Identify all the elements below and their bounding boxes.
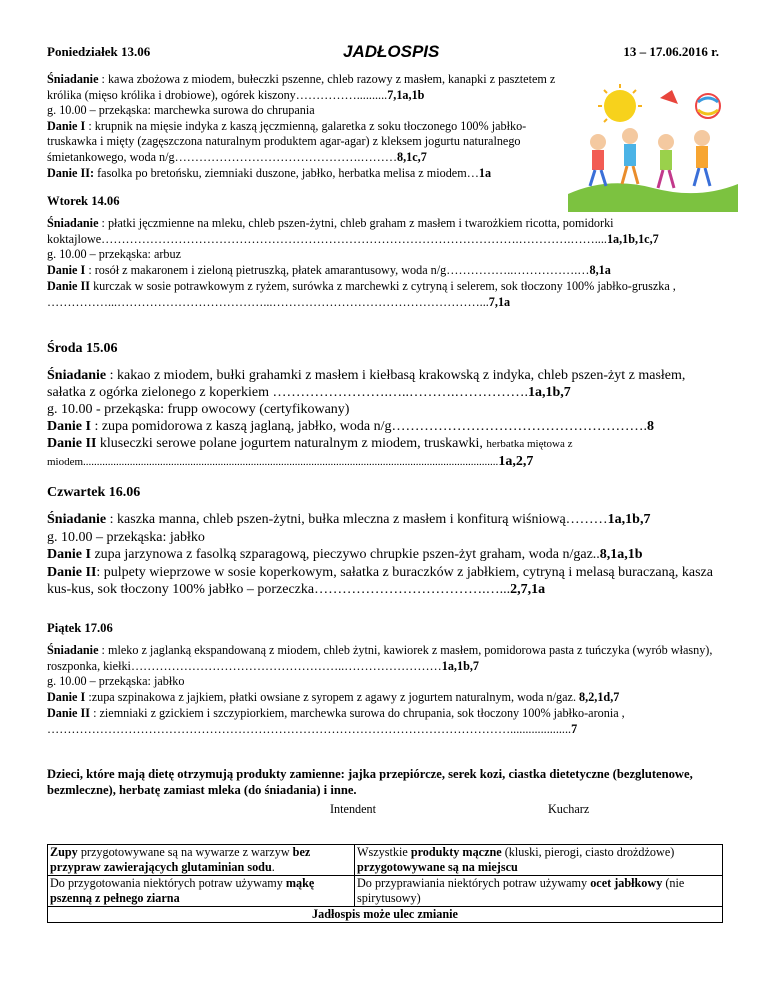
allergens: 2,7,1a — [510, 582, 546, 598]
label: Danie II: — [47, 165, 95, 180]
signature-intendent: Intendent — [330, 802, 377, 816]
text-small: herbatka miętowa z miodem....................................................................................................................................................... — [47, 438, 573, 468]
tuesday-dish-1 — [47, 263, 723, 279]
wednesday-dish-1 — [47, 418, 723, 435]
day-heading: Czwartek 16.06 — [47, 485, 141, 500]
text: (nie spirytusowy) — [357, 876, 685, 905]
wednesday-dish-2 — [47, 435, 723, 471]
text: Do przygotowania niektórych potraw używamy — [50, 876, 286, 890]
allergens: 8 — [646, 419, 654, 434]
monday-dish-1 — [47, 119, 567, 166]
text: : ziemniaki z gzickiem i szczypiorkiem, marchewka surowa do chrupania, sok tłoczony 100% jabłko-aronia , …………………………………………………………………………………………………….................... — [47, 705, 625, 736]
text: :zupa szpinakowa z jajkiem, płatki owsiane z syropem z agawy z jogurtem naturalnym, woda n/gaz. — [85, 690, 580, 705]
wednesday-snack: g. 10.00 - przekąska: frupp owocowy (certyfikowany) — [47, 402, 350, 417]
friday-snack: g. 10.00 – przekąska: jabłko — [47, 674, 185, 689]
thursday-breakfast — [47, 511, 723, 528]
label: Śniadanie — [47, 215, 99, 230]
header-day: Poniedziałek 13.06 — [47, 44, 151, 59]
bold: mąkę pszenną z pełnego ziarna — [50, 876, 315, 905]
allergens: 7 — [571, 721, 578, 736]
wednesday-breakfast — [47, 367, 723, 401]
diet-note: Dzieci, które mają dietę otrzymują produkty zamienne: jajka przepiórcze, serek kozi, ciastka dietetyczne (bezglutenowe, bezmleczne), herbatę zamiast mleka (do śniadania) i inne. — [47, 767, 693, 797]
friday-breakfast — [47, 643, 723, 675]
text: . — [271, 860, 275, 874]
allergens: 8,1c,7 — [397, 149, 427, 164]
text: Wszystkie — [357, 845, 411, 859]
allergens: 8,1a,1b — [599, 547, 643, 563]
text: : mleko z jaglanką ekspandowaną z miodem, chleb żytni, kawiorek z masłem, pomidorowa pasta z tuńczyka (wyrób własny), roszponka, kiełki……………………………………………..…………………… — [47, 642, 713, 673]
text: przygotowywane są na wywarze z warzyw — [77, 845, 293, 859]
info-cell-soups — [48, 845, 355, 876]
tuesday-snack: g. 10.00 – przekąska: arbuz — [47, 247, 182, 262]
thursday-snack: g. 10.00 – przekąska: jabłko — [47, 529, 205, 545]
monday-breakfast — [47, 72, 567, 103]
allergens: 1a,1b,1c,7 — [606, 231, 659, 246]
text: : zupa pomidorowa z kaszą jaglaną, jabłko, woda n/g………………………………………………. — [90, 419, 647, 434]
text: : pulpety wieprzowe w sosie koperkowym, sałatka z buraczków z jabłkiem, cytryną i melasą buraczaną, kasza kus-kus, sok tłoczony 100% jabłko – porzeczka……………………………….…... — [47, 564, 713, 598]
friday-dish-1 — [47, 690, 723, 706]
day-heading: Środa 15.06 — [47, 341, 118, 356]
text: : rosół z makaronem i zieloną pietruszką, płatek amarantusowy, woda n/g……………..…………….… — [85, 263, 590, 278]
thursday-dish-1 — [47, 546, 723, 563]
label: Danie I — [47, 690, 86, 705]
bold: Zupy — [50, 845, 78, 859]
monday-menu — [47, 72, 567, 181]
label: Danie II — [47, 705, 91, 720]
text: : kakao z miodem, bułki grahamki z masłem i kiełbasą krakowską z indyka, chleb pszen-żyt z masłem, sałatka z ogórka zielonego z koperkiem …………………….…..……….……………. — [47, 368, 686, 400]
text: fasolka po bretońsku, ziemniaki duszone, jabłko, herbatka melisa z miodem… — [94, 165, 479, 180]
info-cell-flour-products — [355, 845, 723, 876]
allergens: 1a — [478, 165, 492, 180]
tuesday-menu — [47, 194, 723, 311]
tuesday-breakfast — [47, 216, 723, 248]
label: Śniadanie — [47, 72, 99, 86]
text: : kawa zbożowa z miodem, bułeczki pszenne, chleb razowy z masłem, kanapki z pasztetem z królika (mięso królika i drobiowe), ogórek kiszony…………….......... — [47, 72, 556, 102]
friday-dish-2 — [47, 706, 723, 738]
text: kluseczki serowe polane jogurtem naturalnym z miodem, truskawki, — [96, 436, 487, 451]
day-heading: Piątek 17.06 — [47, 621, 113, 635]
allergens: 7,1a — [488, 294, 511, 309]
children-playing-illustration — [568, 84, 738, 212]
thursday-menu — [47, 484, 723, 598]
text: : płatki jęczmienne na mleku, chleb pszen-żytni, chleb graham z masłem i twarożkiem ricotta, pomidorki koktajlowe………………………………………………………………………………………….………….…….... — [47, 215, 614, 246]
header-date-range: 13 – 17.06.2016 r. — [623, 44, 719, 59]
day-heading: Wtorek 14.06 — [47, 194, 120, 208]
text: (kluski, pierogi, ciasto drożdżowe) — [501, 845, 675, 859]
tuesday-dish-2 — [47, 279, 723, 311]
allergens: 8,1a — [589, 263, 611, 278]
friday-menu — [47, 621, 723, 738]
label: Danie I — [47, 419, 91, 434]
label: Danie II — [47, 278, 91, 293]
allergens: 8,2,1d,7 — [579, 690, 620, 705]
wednesday-menu — [47, 340, 723, 471]
allergens: 1a,2,7 — [498, 454, 534, 469]
label: Danie I — [47, 547, 91, 563]
text: kurczak w sosie potrawkowym z ryżem, surówka z marchewki z cytryną i selerem, sok tłoczony 100% jabłko-gruszka , ……………...………………………………...……………………………………………... — [47, 278, 676, 309]
label: Śniadanie — [47, 512, 107, 528]
allergens: 1a,1b,7 — [527, 385, 571, 400]
label: Danie II — [47, 436, 97, 451]
allergens: 1a,1b,7 — [441, 658, 479, 673]
bold: bez przypraw zawierających glutaminian sodu — [50, 845, 311, 874]
text: : kaszka manna, chleb pszen-żytni, bułka mleczna z masłem i konfiturą wiśniową……… — [106, 512, 608, 528]
label: Danie II — [47, 564, 97, 580]
info-cell-vinegar — [355, 876, 723, 907]
allergens: 7,1a,1b — [387, 87, 425, 102]
signature-kucharz: Kucharz — [548, 802, 590, 816]
thursday-dish-2 — [47, 564, 723, 599]
allergens: 1a,1b,7 — [607, 512, 651, 528]
bold: produkty mączne — [410, 845, 502, 859]
menu-title: JADŁOSPIS — [343, 42, 440, 61]
bold: przygotowywane są na miejscu — [357, 860, 518, 874]
label: Danie I — [47, 263, 86, 278]
bold: ocet jabłkowy — [590, 876, 663, 890]
info-cell-flour — [48, 876, 355, 907]
label: Śniadanie — [47, 368, 107, 383]
menu-header — [47, 42, 719, 64]
monday-dish-2 — [47, 166, 567, 182]
info-table — [47, 844, 723, 923]
label: Danie I — [47, 118, 86, 133]
text: : krupnik na mięsie indyka z kaszą jęczmienną, galaretka z soku tłoczonego 100% jabłko-truskawka i mięty (zagęszczona naturalnym produktem agar-agar) z kleksem jogurtu naturalnego śmietankowego, woda n/g……………………………………….……… — [47, 118, 527, 164]
monday-snack: g. 10.00 – przekąska: marchewka surowa do chrupania — [47, 103, 315, 118]
text: Do przyprawiania niektórych potraw używamy — [357, 876, 591, 890]
label: Śniadanie — [47, 642, 99, 657]
text: zupa jarzynowa z fasolką szparagową, pieczywo chrupkie pszen-żyt graham, woda n/gaz.. — [90, 547, 600, 563]
menu-may-change-note: Jadłospis może ulec zmianie — [48, 907, 723, 923]
